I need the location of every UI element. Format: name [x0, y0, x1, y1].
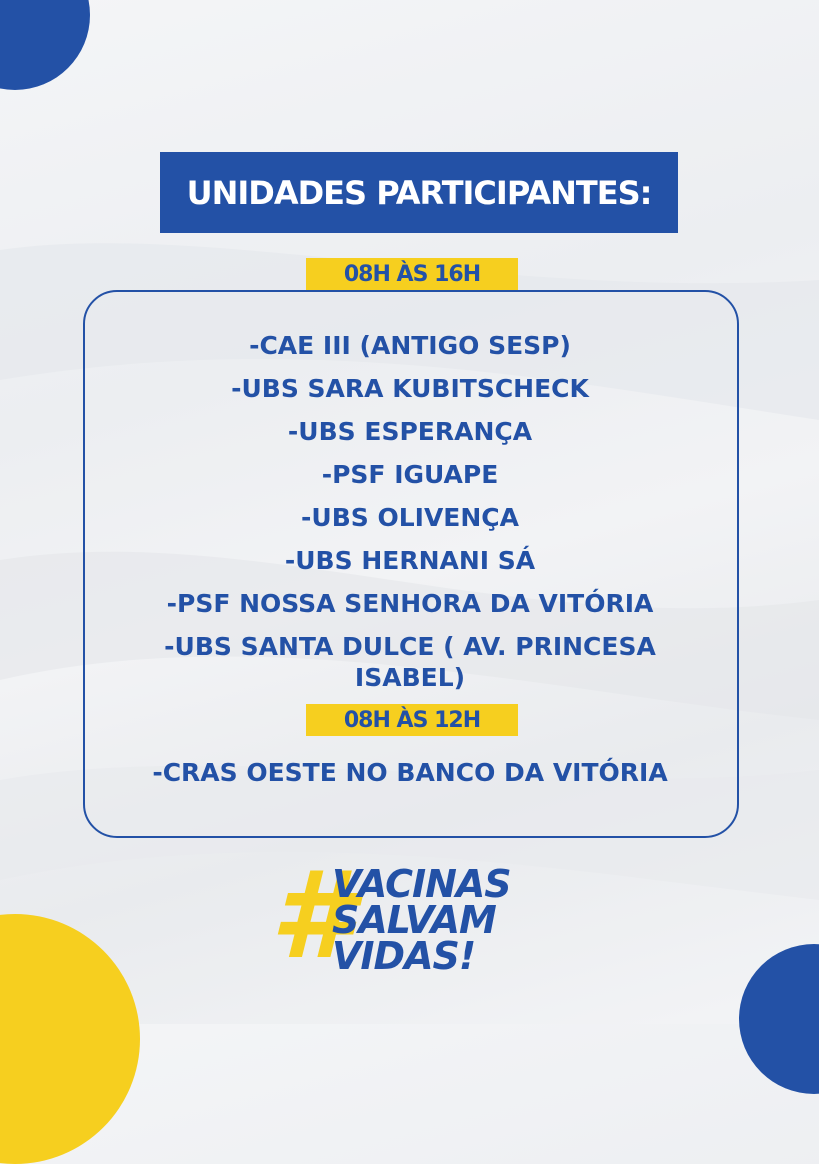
slogan-text: [332, 862, 511, 978]
list-item: -PSF IGUAPE: [321, 460, 499, 489]
units-list-1: [120, 330, 700, 705]
units-list-2: [120, 757, 700, 788]
list-item: -CAE III (ANTIGO SESP): [249, 331, 571, 360]
title-banner: [160, 152, 678, 233]
slogan-line-2: SALVAM: [332, 898, 496, 942]
list-item: -UBS SARA KUBITSCHECK: [231, 374, 589, 403]
slogan-line-3: VIDAS!: [332, 934, 476, 978]
schedule-badge-1: 08H ÀS 16H: [306, 258, 518, 290]
slogan: [270, 847, 560, 986]
list-item: -UBS OLIVENÇA: [301, 503, 519, 532]
page-title: UNIDADES PARTICIPANTES:: [186, 173, 652, 212]
list-item: -UBS ESPERANÇA: [287, 417, 533, 446]
list-item: -UBS SANTA DULCE ( AV. PRINCESA ISABEL): [164, 632, 656, 692]
slogan-line-1: VACINAS: [332, 862, 511, 906]
list-item: -CRAS OESTE NO BANCO DA VITÓRIA: [152, 758, 668, 787]
list-item: -UBS HERNANI SÁ: [284, 546, 536, 575]
schedule-badge-2: 08H ÀS 12H: [306, 704, 518, 736]
hashtag-symbol: #: [270, 847, 354, 986]
list-item: -PSF NOSSA SENHORA DA VITÓRIA: [166, 589, 654, 618]
